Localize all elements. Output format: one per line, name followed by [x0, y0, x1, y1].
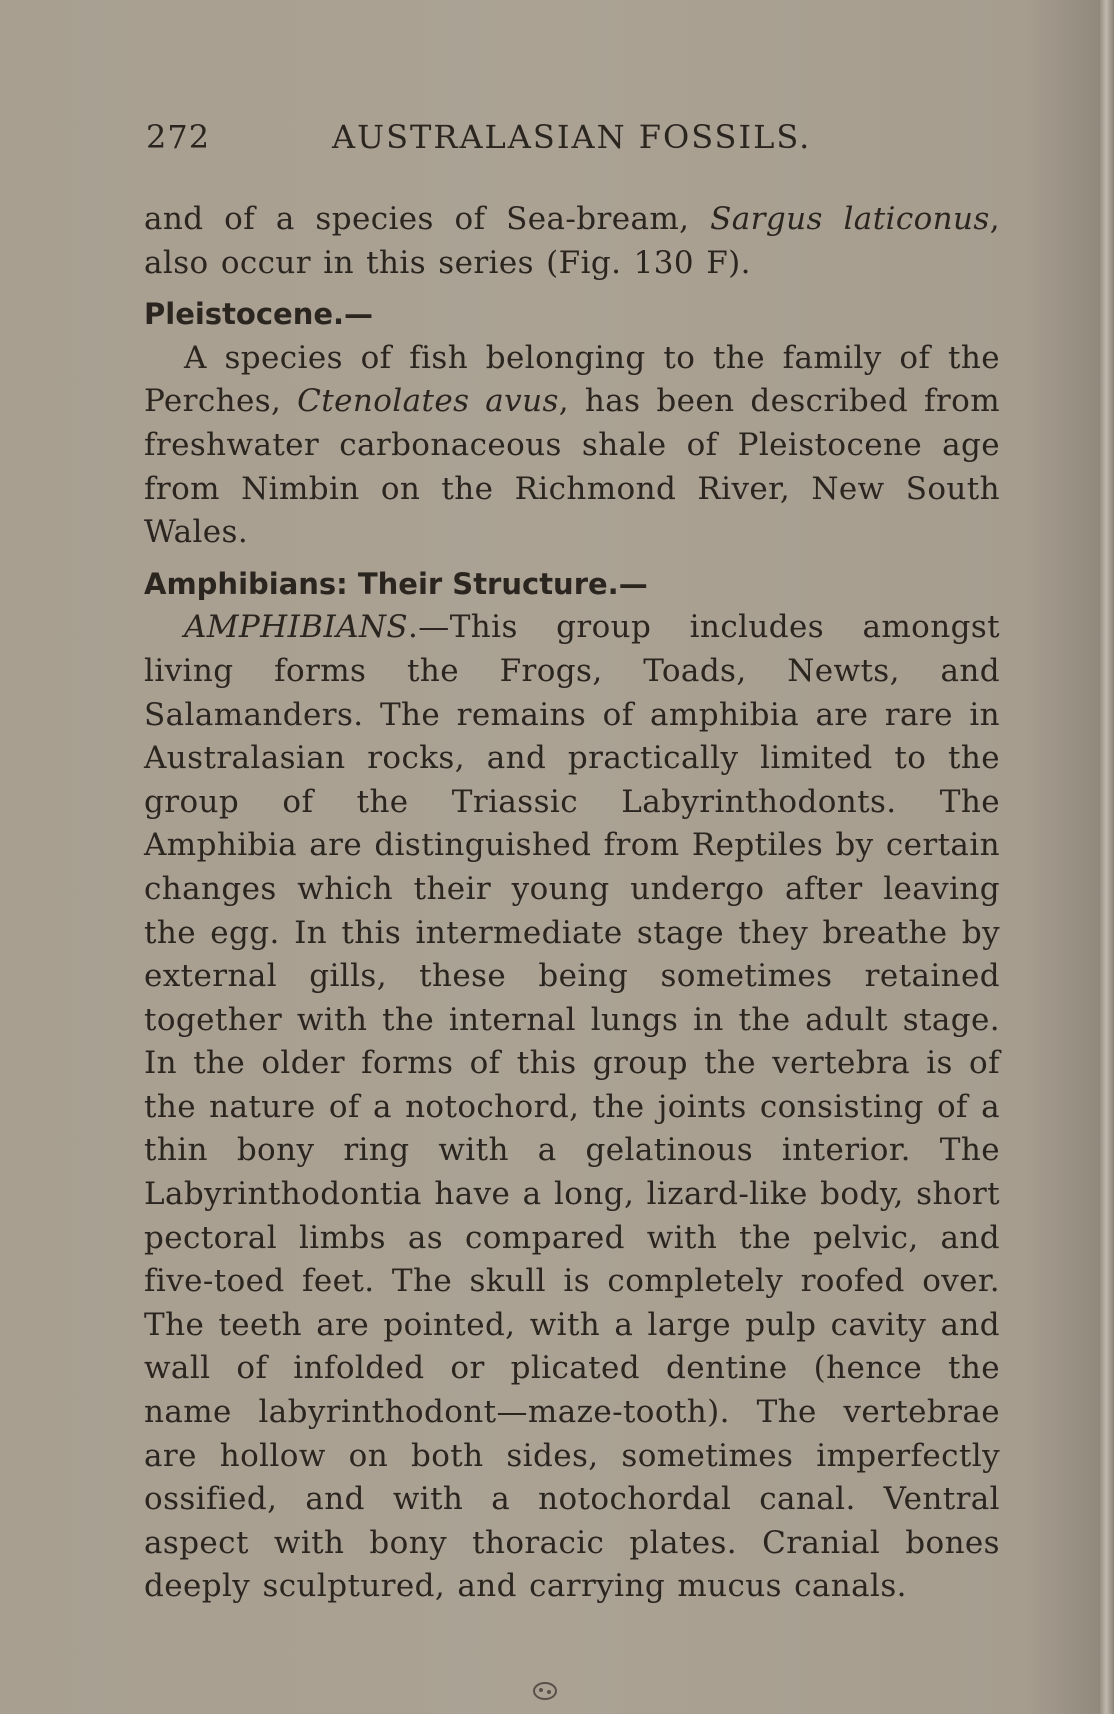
- running-title: AUSTRALASIAN FOSSILS.: [332, 118, 812, 156]
- paragraph-continuation: and of a species of Sea-bream, Sargus laticonus, also occur in this series (Fig. 130 F).: [144, 201, 1000, 281]
- species-name-ctenolates: Ctenolates avus: [297, 383, 559, 420]
- paragraph-amphibians: AMPHIBIANS.—This group includes amongst living forms the Frogs, Toads, Newts, and Salamanders. The remains of amphibia are rare in Australasian rocks, and practically limited to the group of the Triassic Labyrinthodonts. The Amphibia are distinguished from Reptiles by certain changes which their young undergo after leaving the egg. In this intermediate stage they breathe by external gills, these being sometimes retained together with the internal lungs in the adult stage. In the older forms of this group the vertebra is of the nature of a notochord, the joints consisting of a thin bony ring with a gelatinous interior. The Labyrinthodontia have a long, lizard-like body, short pectoral limbs as compared with the pelvic, and five-toed feet. The skull is completely roofed over. The teeth are pointed, with a large pulp cavity and wall of infolded or plicated dentine (hence the name labyrinthodont—maze-tooth). The vertebrae are hollow on both sides, sometimes imperfectly ossified, and with a notochordal canal. Ventral aspect with bony thoracic plates. Cranial bones deeply sculptured, and carrying mucus canals.: [144, 609, 1000, 1605]
- page-edge: [1100, 0, 1114, 1714]
- heading-pleistocene: Pleistocene.—: [144, 297, 374, 332]
- species-name-sargus: Sargus laticonus: [710, 201, 990, 237]
- page-number: 272: [146, 118, 211, 156]
- page-header: [146, 118, 1000, 162]
- heading-amphibians: Amphibians: Their Structure.—: [144, 566, 648, 601]
- term-amphibians: AMPHIBIANS: [184, 609, 409, 646]
- paragraph-pleistocene: A species of fish belonging to the family of the Perches, Ctenolates avus, has been described from freshwater carbonaceous shale of Pleistocene age from Nimbin on the Richmond River, New South Wales.: [144, 339, 1000, 551]
- body-text: [144, 198, 1000, 1609]
- printer-ornament-icon: [528, 1676, 562, 1706]
